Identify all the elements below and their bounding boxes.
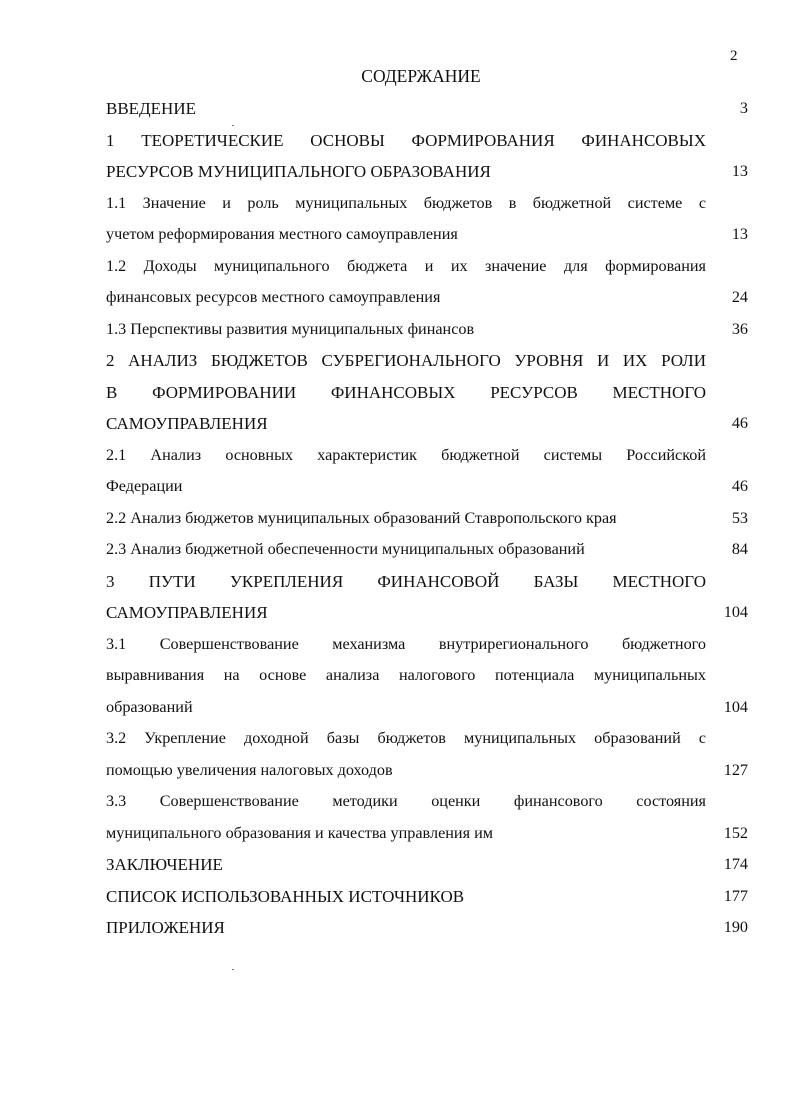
toc-entry-chapter-2 (106, 345, 748, 440)
toc-entry-section-2-3 (106, 534, 748, 566)
toc-entry-text: 1.2 Доходы муниципального бюджета и их значение для формирования (106, 256, 706, 275)
toc-entry-introduction (106, 93, 748, 125)
toc-entry-text: учетом реформирования местного самоуправления (106, 225, 458, 243)
toc-entry-page: 84 (731, 540, 748, 558)
toc-entry-page: 3 (739, 99, 748, 117)
toc-entry-page: 174 (723, 855, 748, 873)
toc-entry-text: муниципального образования и качества управления им (106, 823, 493, 842)
toc-entry-text: 2.2 Анализ бюджетов муниципальных образований Ставропольского края (106, 508, 617, 527)
toc-entry-section-2-2 (106, 503, 748, 535)
table-of-contents (106, 93, 748, 944)
toc-entry-text: 3 ПУТИ УКРЕПЛЕНИЯ ФИНАНСОВОЙ БАЗЫ МЕСТНОГО (106, 571, 706, 591)
toc-entry-text: 3.1 Совершенствование механизма внутрирегионального бюджетного (106, 634, 706, 653)
toc-entry-page: 177 (723, 886, 748, 905)
toc-entry-text: 3.3 Совершенствование методики оценки финансового состояния (106, 792, 706, 810)
toc-entry-page: 152 (723, 823, 748, 842)
toc-entry-text: 1.3 Перспективы развития муниципальных финансов (106, 319, 475, 338)
toc-entry-section-3-1 (106, 629, 748, 724)
toc-entry-page: 13 (731, 225, 748, 243)
toc-entry-text: образований (106, 697, 193, 716)
toc-title: СОДЕРЖАНИЕ (361, 66, 481, 86)
toc-entry-appendices (106, 912, 748, 944)
scan-speck (232, 969, 234, 970)
toc-entry-section-1-3 (106, 314, 748, 346)
toc-entry-page: 13 (731, 162, 748, 180)
toc-entry-section-1-1 (106, 188, 748, 251)
toc-entry-page: 24 (731, 288, 748, 306)
toc-entry-conclusion (106, 849, 748, 881)
toc-entry-text: выравнивания на основе анализа налогового потенциала муниципальных (106, 666, 706, 684)
toc-entry-chapter-1 (106, 125, 748, 188)
toc-entry-section-1-2 (106, 251, 748, 314)
toc-entry-text: 2.1 Анализ основных характеристик бюджетной системы Российской (106, 445, 706, 464)
toc-entry-text: СПИСОК ИСПОЛЬЗОВАННЫХ ИСТОЧНИКОВ (106, 886, 465, 906)
toc-entry-text: ЗАКЛЮЧЕНИЕ (106, 855, 223, 874)
toc-entry-text: 3.2 Укрепление доходной базы бюджетов муниципальных образований с (106, 729, 706, 747)
toc-entry-text: помощью увеличения налоговых доходов (106, 760, 393, 779)
toc-entry-text: ПРИЛОЖЕНИЯ (106, 918, 225, 937)
toc-entry-text: 2 АНАЛИЗ БЮДЖЕТОВ СУБРЕГИОНАЛЬНОГО УРОВНЯ И ИХ РОЛИ (106, 351, 706, 370)
toc-entry-text: Федерации (106, 477, 183, 495)
toc-entry-text: САМОУПРАВЛЕНИЯ (106, 603, 268, 622)
toc-entry-text: 2.3 Анализ бюджетной обеспеченности муниципальных образований (106, 540, 585, 558)
toc-entry-page: 190 (723, 918, 748, 936)
toc-entry-page: 46 (731, 414, 748, 432)
toc-entry-chapter-3 (106, 566, 748, 629)
toc-entry-text: САМОУПРАВЛЕНИЯ (106, 414, 268, 433)
toc-entry-page: 104 (723, 603, 748, 621)
toc-entry-page: 104 (723, 697, 748, 716)
toc-entry-page: 53 (731, 508, 748, 527)
toc-entry-references (106, 881, 748, 913)
page-number: 2 (730, 48, 738, 64)
toc-entry-section-3-2 (106, 723, 748, 786)
toc-entry-text: 1 ТЕОРЕТИЧЕСКИЕ ОСНОВЫ ФОРМИРОВАНИЯ ФИНАНСОВЫХ (106, 130, 706, 150)
toc-entry-text: В ФОРМИРОВАНИИ ФИНАНСОВЫХ РЕСУРСОВ МЕСТНОГО (106, 382, 706, 402)
toc-entry-page: 36 (731, 319, 748, 338)
toc-entry-text: финансовых ресурсов местного самоуправления (106, 288, 441, 306)
toc-entry-text: РЕСУРСОВ МУНИЦИПАЛЬНОГО ОБРАЗОВАНИЯ (106, 162, 491, 181)
toc-entry-text: ВВЕДЕНИЕ (106, 99, 196, 118)
toc-entry-text: 1.1 Значение и роль муниципальных бюджетов в бюджетной системе с (106, 193, 706, 212)
toc-entry-page: 46 (731, 477, 748, 495)
toc-entry-section-3-3 (106, 786, 748, 849)
toc-entry-page: 127 (723, 760, 748, 779)
toc-entry-section-2-1 (106, 440, 748, 503)
scan-speck (232, 125, 234, 126)
